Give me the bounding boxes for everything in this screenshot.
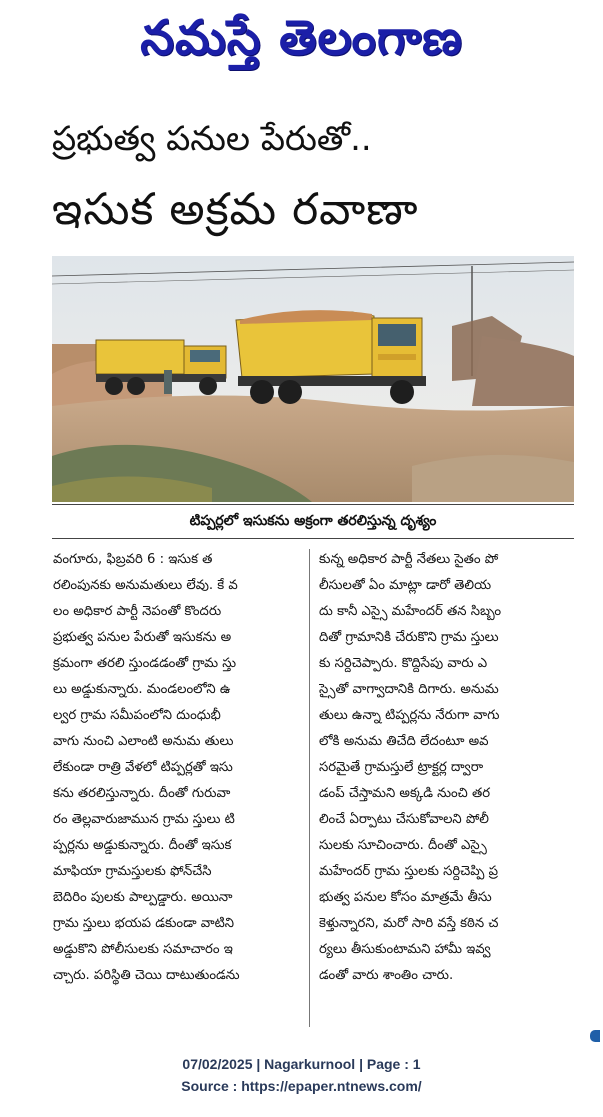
column-line: బెదిరిం పులకు పాల్పడ్డారు. అయినా xyxy=(53,890,233,905)
column-line: లీసులతో ఏం మాట్లా డారో తెలియ xyxy=(319,578,492,593)
column-line: లేకుండా రాత్రి వేళలో టిప్పర్లతో ఇసు xyxy=(53,760,233,775)
article-column-right xyxy=(319,547,575,989)
column-line: దు కానీ ఎస్సై మహేందర్ తన సిబ్బం xyxy=(319,604,502,619)
column-line: వాగు నుంచి ఎలాంటి అనుమ తులు xyxy=(53,734,234,749)
column-line: మహేందర్ గ్రామ స్తులకు సర్దిచెప్పి ప్ర xyxy=(319,864,498,879)
column-line: కెళ్తున్నారని, మరో సారి వస్తే కఠిన చ xyxy=(319,916,499,931)
column-line: దితో గ్రామానికి చేరుకొని గ్రామ స్తులు xyxy=(319,630,499,645)
column-line: డంతో వారు శాంతిం చారు. xyxy=(319,968,454,983)
column-line: గ్రామ స్తులు భయప డకుండా వాటిని xyxy=(53,916,235,931)
column-line: భుత్వ పనుల కోసం మాత్రమే తీసు xyxy=(319,890,492,905)
column-line: లు అడ్డుకున్నారు. మండలంలోని ఉ xyxy=(53,682,231,697)
column-line: కున్న అధికార పార్టీ నేతలు సైతం పో xyxy=(319,552,499,567)
column-line: రం తెల్లవారుజామున గ్రామ స్తులు టి xyxy=(53,812,235,827)
edition-info: 07/02/2025 | Nagarkurnool | Page : 1 xyxy=(182,1056,421,1072)
column-line: లోకి అనుమ తిచేది లేదంటూ అవ xyxy=(319,734,489,749)
column-line: లించే ఏర్పాటు చేసుకోవాలని పోలీ xyxy=(319,812,489,827)
column-line: రలింపునకు అనుమతులు లేవు. కే వ xyxy=(53,578,238,593)
column-line: డంప్ చేస్తామని అక్కడి నుంచి తర xyxy=(319,786,491,801)
column-line: తులు ఉన్నా టిప్పర్లను నేరుగా వాగు xyxy=(319,708,500,723)
sand-trucks-photo xyxy=(52,256,574,502)
newspaper-masthead: నమస్తే తెలంగాణ xyxy=(140,10,463,66)
article-headline: ఇసుక అక్రమ రవాణా xyxy=(52,184,419,235)
column-line: క్రమంగా తరలి స్తుండడంతో గ్రామ స్తు xyxy=(53,656,237,671)
column-line: ర్యలు తీసుకుంటామని హామీ ఇవ్వ xyxy=(319,942,491,957)
column-divider xyxy=(309,549,310,1027)
page-corner-marker xyxy=(590,1030,600,1042)
column-line: సులకు సూచించారు. దీంతో ఎస్సై xyxy=(319,838,487,853)
column-line: చ్చారు. పరిస్థితి చెయి దాటుతుండను xyxy=(53,968,240,983)
photo-caption: టిప్పర్లలో ఇసుకను అక్రంగా తరలిస్తున్న దృశ్యం xyxy=(189,513,437,529)
column-line: లం అధికార పార్టీ నెపంతో కొందరు xyxy=(53,604,222,619)
column-line: కను తరలిస్తున్నారు. దీంతో గురువా xyxy=(53,786,231,801)
column-line: వంగూరు, ఫిబ్రవరి 6 : ఇసుక త xyxy=(53,552,213,567)
column-line: ల్వర గ్రామ సమీపంలోని దుంధుభీ xyxy=(53,708,221,723)
article-column-left xyxy=(53,547,309,989)
article-kicker: ప్రభుత్వ పనుల పేరుతో.. xyxy=(52,119,372,159)
article-photo xyxy=(52,256,574,502)
column-line: అడ్డుకొని పోలీసులకు సమాచారం ఇ xyxy=(53,942,233,957)
column-line: ప్రభుత్వ పనుల పేరుతో ఇసుకను అ xyxy=(53,630,232,645)
column-line: కు సర్దిచెప్పారు. కొద్దిసేపు వారు ఎ xyxy=(319,656,488,671)
column-line: ప్పర్లను అడ్డుకున్నారు. దీంతో ఇసుక xyxy=(53,838,232,853)
caption-top-rule xyxy=(52,504,574,505)
column-line: సరమైతే గ్రామస్తులే ట్రాక్టర్ల ద్వారా xyxy=(319,760,484,775)
column-line: స్సైతో వాగ్వాదానికి దిగారు. అనుమ xyxy=(319,682,499,697)
source-link[interactable]: Source : https://epaper.ntnews.com/ xyxy=(181,1078,422,1094)
column-line: మాఫియా గ్రామస్తులకు ఫోన్‌చేసి xyxy=(53,864,212,879)
caption-bottom-rule xyxy=(52,538,574,539)
